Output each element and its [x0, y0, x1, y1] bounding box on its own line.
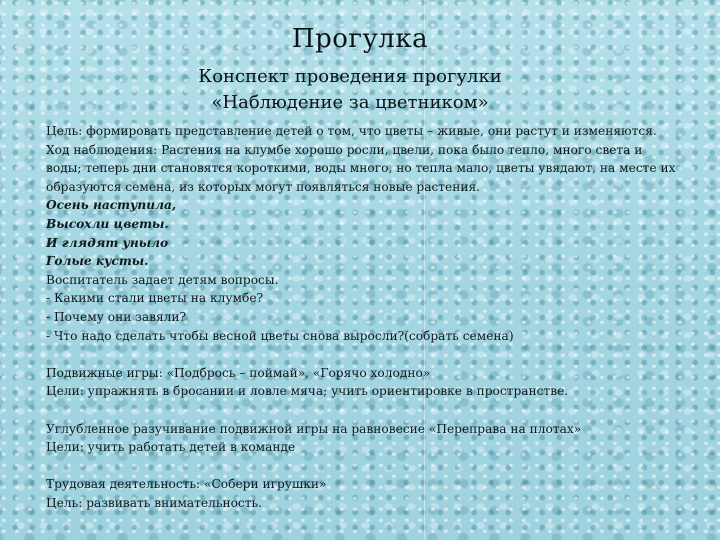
- labor-goal: Цель: развивать внимательность.: [46, 495, 263, 510]
- body-text: [46, 122, 686, 512]
- subtitle-line-2: «Наблюдение за цветником»: [211, 92, 489, 113]
- goal-line: Цель: формировать представление детей о том, что цветы – живые, они растут и изменяются.: [46, 124, 657, 138]
- observation-line: Ход наблюдения: Растения на клумбе хорошо росли, цвели, пока было тепло, много света и: [46, 142, 643, 157]
- poem-line: Осень наступила,: [46, 198, 177, 213]
- poem-line: Голые кусты.: [46, 254, 149, 269]
- poem-line: Высохли цветы.: [46, 216, 169, 231]
- observation-line: воды; теперь дни становятся короткими, воды много, но тепла мало, цветы увядают, на месте их: [46, 161, 676, 176]
- poem-line: И глядят уныло: [46, 235, 169, 250]
- balance-game-goal: Цели: учить работать детей в команде: [46, 440, 296, 455]
- subtitle-line-1: Конспект проведения прогулки: [198, 66, 502, 87]
- labor-title: Трудовая деятельность: «Собери игрушки»: [46, 477, 327, 492]
- games-title: Подвижные игры: «Подбрось – поймай», «Горячо холодно»: [46, 365, 431, 380]
- question-line: Воспитатель задает детям вопросы.: [46, 272, 279, 287]
- observation-line: образуются семена, из которых могут появляться новые растения.: [46, 179, 481, 194]
- question-line: - Какими стали цветы на клумбе?: [46, 291, 264, 306]
- blank-line: [46, 345, 686, 364]
- balance-game-title: Углубленное разучивание подвижной игры на равновесие «Переправа на плотах»: [46, 421, 582, 436]
- question-line: - Что надо сделать чтобы весной цветы снова выросли?(собрать семена): [46, 328, 514, 343]
- blank-line: [46, 457, 686, 476]
- question-line: - Почему они завяли?: [46, 309, 187, 324]
- page-title: Прогулка: [291, 24, 429, 54]
- blank-line: [46, 401, 686, 420]
- games-goal: Цели: упражнять в бросании и ловле мяча; учить ориентировке в пространстве.: [46, 384, 569, 399]
